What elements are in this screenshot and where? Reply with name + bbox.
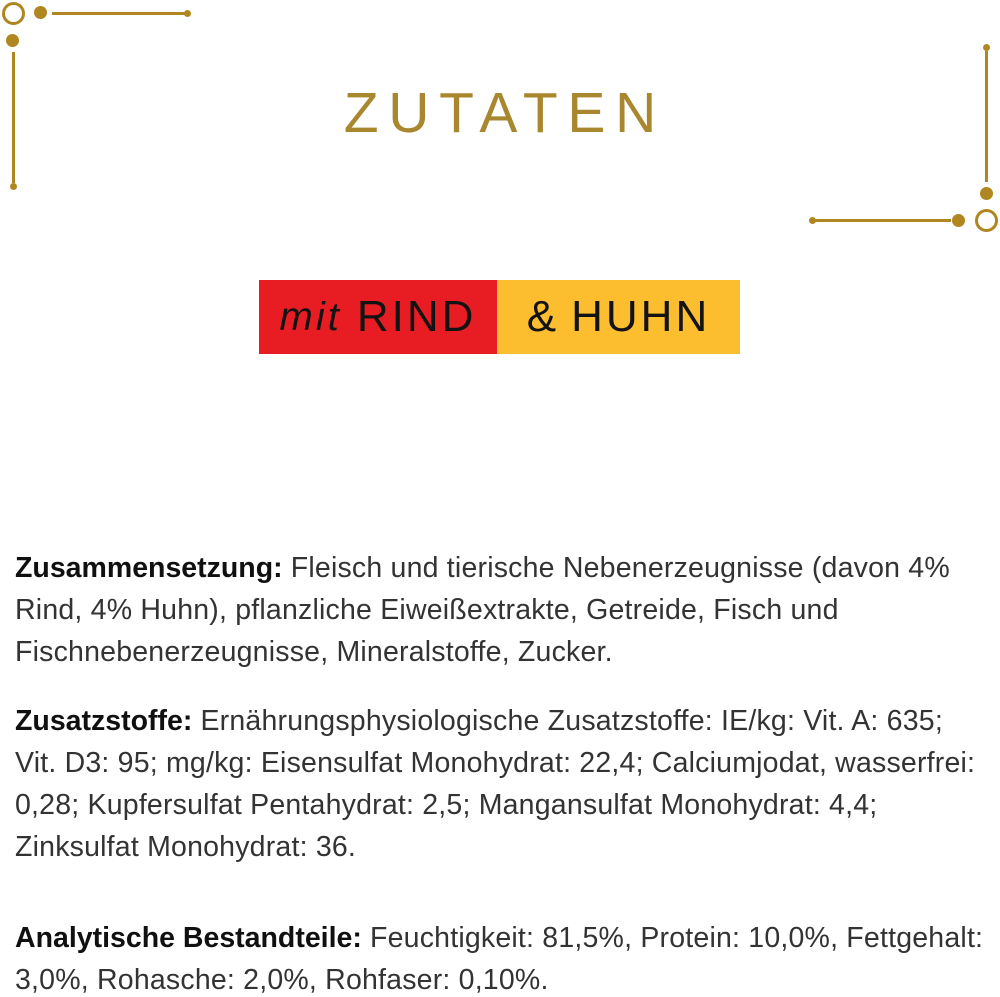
additives-paragraph [15, 700, 990, 868]
flavor-prefix: mit [279, 294, 342, 339]
analytical-text: Feuchtigkeit: 81,5%, Protein: 10,0%, Fettgehalt: 3,0%, Rohasche: 2,0%, Rohfaser: 0,10%. [15, 922, 984, 996]
ornament-dot-icon [10, 183, 17, 190]
ornament-dot-icon [184, 10, 191, 17]
flavor-right-label: HUHN [571, 292, 711, 341]
ornament-dot-icon [983, 44, 990, 51]
ornament-dot-icon [952, 214, 965, 227]
composition-label: Zusammensetzung: [15, 552, 283, 584]
page-title: ZUTATEN [343, 81, 666, 145]
ornament-dot-icon [980, 187, 993, 200]
ornament-line-icon [814, 219, 951, 222]
flavor-banner-yellow-segment [497, 280, 740, 354]
ornament-line-icon [52, 12, 185, 15]
composition-text: Fleisch und tierische Nebenerzeugnisse (davon 4% Rind, 4% Huhn), pflanzliche Eiweißextrakte, Getreide, Fisch und Fischnebenerzeugnisse, Mineralstoffe, Zucker. [15, 552, 950, 668]
ornament-dot-icon [34, 6, 47, 19]
ornament-ring-icon [2, 2, 25, 25]
ornament-dot-icon [6, 34, 19, 47]
analytical-paragraph [15, 917, 990, 997]
flavor-banner [259, 280, 740, 354]
additives-text: Ernährungsphysiologische Zusatzstoffe: IE/kg: Vit. A: 635; Vit. D3: 95; mg/kg: Eisensulfat Monohydrat: 22,4; Calciumjodat, wasserfrei: 0,28; Kupfersulfat Pentahydrat: 2,5; Mangansulfat Monohydrat: 4,4; Zinksulfat Monohydrat: 36. [15, 705, 976, 863]
flavor-left-label: RIND [356, 292, 477, 341]
flavor-banner-red-segment [259, 280, 497, 354]
additives-label: Zusatzstoffe: [15, 705, 193, 737]
ornament-ring-icon [975, 209, 998, 232]
analytical-label: Analytische Bestandteile: [15, 922, 362, 954]
composition-paragraph [15, 547, 990, 673]
flavor-ampersand: & [526, 292, 557, 341]
